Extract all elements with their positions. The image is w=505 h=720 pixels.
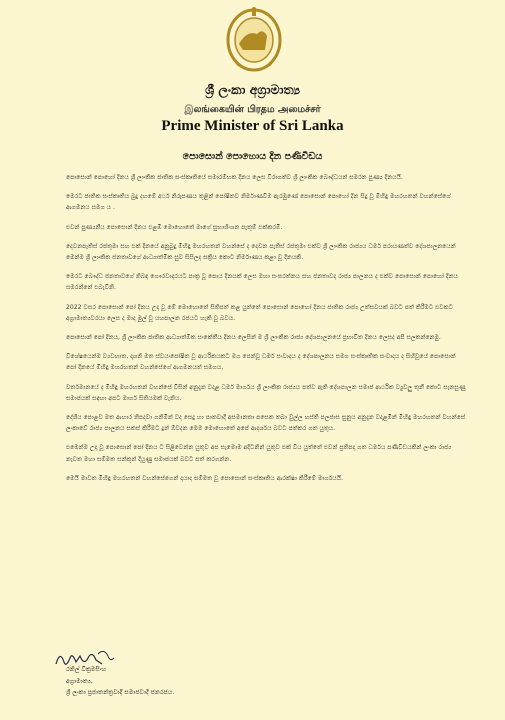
paragraph: මෙරට ජාතික සංස්කෘතිය බුදු දහමේ අර්ථ නිරූපණය තුළින් පෝෂිතව නිර්මාණවීම ඇරඹුණේ පොසොන් පොහෝ දින සිදු වූ මිහිඳු මහරහතන් වහන්සේගේ ආගමනය සමග ය . [66,193,451,212]
message-title: පොසොන් පොහොය දින පණිවිඩය [182,151,323,162]
signatory-name: රනිල් වික්‍රමසිංහ [66,666,107,673]
paragraph: එවන් පුණ්‍යනීය පොසොන් දිනය එළඹී මොහොතේ මාගේ සුභාශිංශන පැතුම් එක්කරමි. [66,223,283,231]
sri-lanka-emblem-icon [225,6,283,74]
paragraph: විශේෂයෙන්ම ව්‍යවහාත, දාශනි මත ස්වයංපෝෂිත වූ ආර්ථිකයකට මග පෙන්වූ ධර්ම සංවාදය ද දේශපාලනය සමග සංස්කෘතික සංවාදය ද සිහිවූයේ පොසොන් පෝ දිනයේ මිහිඳු මහරහතන් වහන්සේගේ ආගමනයත් සමගය. [66,353,456,372]
paragraph: පොසොන් පෝ දිනය, ශ්‍රී ලාංකික ජාතික ආධ්‍යාත්මික සංකේතීය දිනය ලෙසින් ම ශ්‍රී ලාංකික රාජ්‍ය දේශපාලනයේ ප්‍රභාවිත දිනය ලෙසද අපි සලකන්නෙමු. [66,334,441,342]
paragraph: වර්තමානයේ ද මිහිඳු මහරහතන් වහන්සේ විසින් අනුදැන වදාළ ධර්ම මාර්ගය ශ්‍රී ලාංකික රාජ්‍යය පත්ව ඇති දේශපාලන සමාජ ආර්ථික ව්‍යුවලු තුනී කොට සැනසුණු සමාජයක් සඳහා අපට මාර්ග සිතියමක් වැනිය. [66,383,466,402]
paragraph: මෙරට බෞද්ධ ජනතාවගේ නිබඳ ගෞරවාදරයට පාත්‍ර වූ පොය දිනයක් ලෙස මහා සංඝරත්නය සහ ජනතාවද රාජ්‍ය පාලනය ද එක්ව පොසොන් පොහෝ දිනය සමරන්නේ එබැවිනි. [66,273,458,292]
office-title-sinhala: ශ්‍රී ලංකා අග්‍රාමාත්‍ය [205,82,300,97]
signature-block [66,664,174,699]
paragraph: 2022 වසර පොසොන් පෝ දිනය උදා වූ මේ මොහොතේ සිතිපත් කළ යුත්තේ පොසොන් පොහෝ දිනය ජාතික රාජ්‍ය උත්සවයක් බවට පත් කිරීමට එවකට අග්‍රාමාත්‍යවරයා ලෙස ද මාද මුල් වූ යහපාලන රජයට හැකි වූ බවය. [66,303,453,322]
office-title-english: Prime Minister of Sri Lanka [161,118,344,134]
message-body [66,172,466,492]
paragraph: මෙයි මාවත මිහිඳු මහරහතන් වහන්සේගෙන් දායාද සම්මත වූ පොසොන් සංස්කෘතිය ආරක්ෂා කිරීමේ මාර්ගයයි. [66,474,344,482]
office-title-tamil: இலங்கையின் பிரதம அமைச்சர் [184,104,321,115]
paragraph: එමෙන්ම උදා වූ පොසොන් පෝ දිනය ට සිළිවෙන්න යුතුව අප සැමොම අදිටනින් යුතුව එක් වීය යුත්තේ එවන් ප්‍රතිපදා ගත ධර්මය පණිවිඩයකින් ලංකා රාජ්‍ය නැවත මහා සම්මත සන්කුන් දියුණු සමාජයක් බවට පත් කරගන්න. [66,444,452,463]
paragraph: දේශීය පොළව මත ආහාර නිපදවා ගනිමින් වද සෙදු හා පාතවාදී අසමානතා පසෙක තබා වුල්ල හස්ති පලජාස සුනුය අනුදැන වදාළමින් මිහිඳු මහරහතන් වහන්සේ ලංකාවේ රාජ්‍ය පාලනය සකස් කිරීමට දුන් ඕවදන මෙම මොහොතේ අපේ ආදර්ශය බවට පත්කර ගත යුතුය. [66,414,466,433]
paragraph: දෙවනපෑතිස් රජතුමා සහ එක් දිනයේ අනුබුදු මිහිඳු මහරහතන් වහන්සේ ද දෙවන පැතිස් රජතුමා එක්ව ශ්‍රී ලාංකික රාජ්‍යය ධර්ම පරායණත්ව දේශපාලනයෙන් මෙන්ම ශ්‍රී ලාංකික ජනතාවගේ ආධ්‍යාත්මික සුව සිසිලද සක්‍රිය කොට නිර්මාණය කළා වූ දිනයකි. [66,242,456,262]
signatory-position: අග්‍රාමාත්‍ය, [66,677,93,685]
signatory-state: ශ්‍රී ලංකා ප්‍රජාතන්ත්‍රවාදී සමාජවාදී ජනරජය. [66,689,175,696]
paragraph: පොසොන් පොහෝ දිනය ශ්‍රී ලාංකික ජාතික සංස්කෘතියේ සමාරම්භක දිනය ලෙස විරාගත්ව ශ්‍රී ලාංකික බෞද්ධයන් සමරන පුණ්‍ය දිනයයි. [66,174,403,181]
